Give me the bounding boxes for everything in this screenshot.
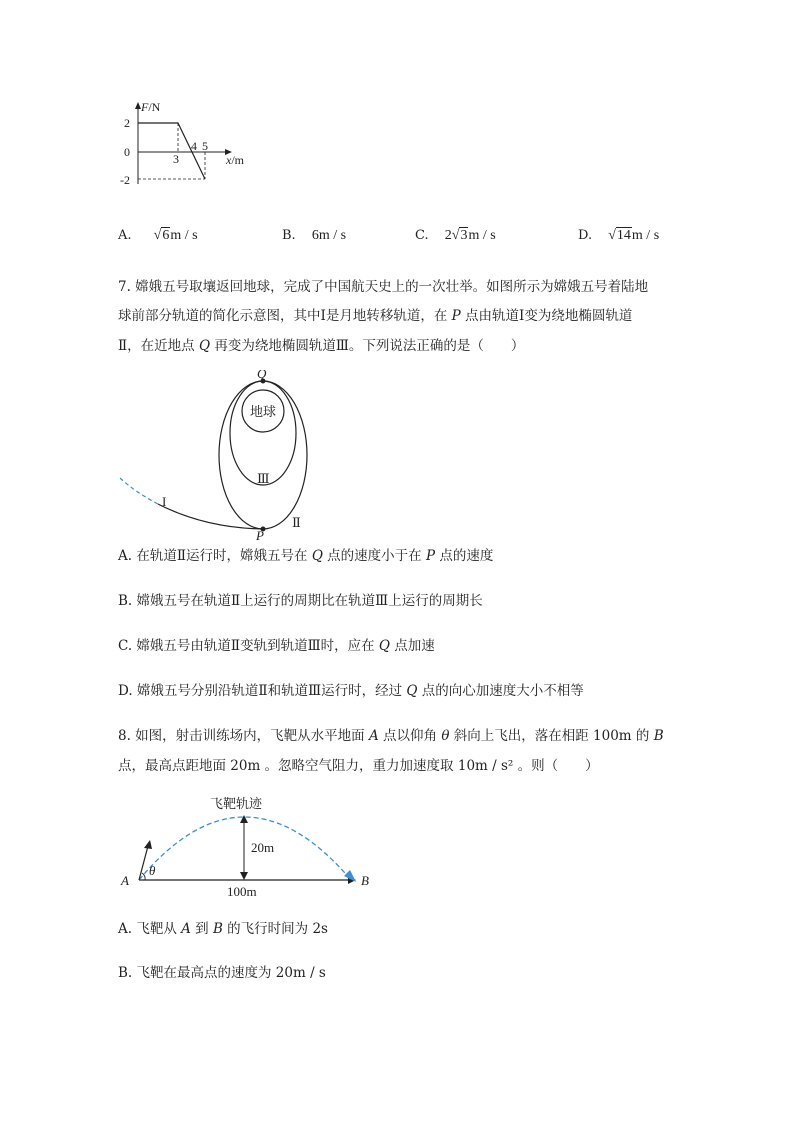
label-q: Q xyxy=(257,370,267,381)
x-axis-label: x/m xyxy=(226,153,244,167)
label-theta: θ xyxy=(149,863,156,878)
y-tick-neg2: -2 xyxy=(120,173,130,187)
q7-stem-line3: Ⅱ，在近地点 Q 再变为绕地椭圆轨道Ⅲ。下列说法正确的是（ ） xyxy=(118,338,525,354)
orbit-I-dashed xyxy=(120,478,158,504)
height-label: 20m xyxy=(251,840,275,855)
label-b: B xyxy=(361,873,369,888)
x-tick-5: 5 xyxy=(202,139,208,153)
distance-label: 100m xyxy=(227,884,257,899)
trajectory-title: 飞靶轨迹 xyxy=(210,796,263,811)
q8-stem-line1: 8. 如图，射击训练场内，飞靶从水平地面 A 点以仰角 θ 斜向上飞出，落在相距 100m 的 B xyxy=(118,728,664,744)
force-displacement-graph xyxy=(110,96,270,196)
y-tick-0: 0 xyxy=(124,145,130,159)
q7-option-a: A. 在轨道Ⅱ运行时，嫦娥五号在 Q 点的速度小于在 P 点的速度 xyxy=(118,548,494,564)
q7-stem-line2: 球前部分轨道的简化示意图，其中Ⅰ是月地转移轨道，在 P 点由轨道Ⅰ变为绕地椭圆轨道 xyxy=(118,308,633,324)
q6-option-d: D. √14m / s xyxy=(578,228,660,243)
q8-option-b: B. 飞靶在最高点的速度为 20m / s xyxy=(118,965,326,981)
launch-arrowhead xyxy=(144,840,152,849)
label-p: P xyxy=(256,528,264,542)
q8-stem-line2: 点，最高点距地面 20m 。忽略空气阻力，重力加速度取 10m / s² 。则（ ） xyxy=(118,758,599,774)
q8-option-a: A. 飞靶从 A 到 B 的飞行时间为 2s xyxy=(118,921,328,937)
q7-option-c: C. 嫦娥五号由轨道Ⅱ变轨到轨道Ⅲ时，应在 Q 点加速 xyxy=(118,638,435,654)
q7-option-b: B. 嫦娥五号在轨道Ⅱ上运行的周期比在轨道Ⅲ上运行的周期长 xyxy=(118,593,483,609)
q6-option-c: C. 2√3m / s xyxy=(415,228,496,243)
target-trajectory-diagram xyxy=(115,790,385,900)
orbit-diagram xyxy=(110,370,320,542)
orbit-I xyxy=(158,504,263,529)
x-tick-3: 3 xyxy=(173,152,179,166)
q6-option-a: A. √6m / s xyxy=(118,228,198,243)
q6-option-b: B. 6m / s xyxy=(282,228,347,243)
label-orbit-II: Ⅱ xyxy=(292,515,301,530)
label-a: A xyxy=(121,873,129,888)
x-tick-4: 4 xyxy=(191,139,197,153)
q7-option-d: D. 嫦娥五号分别沿轨道Ⅱ和轨道Ⅲ运行时，经过 Q 点的向心加速度大小不相等 xyxy=(118,683,584,699)
y-tick-2: 2 xyxy=(124,116,130,130)
label-orbit-III: Ⅲ xyxy=(257,471,270,486)
y-axis-label: F/N xyxy=(141,100,161,114)
label-orbit-I: I xyxy=(162,494,167,509)
trajectory-curve xyxy=(139,817,351,880)
q7-stem-line1: 7. 嫦娥五号取壤返回地球，完成了中国航天史上的一次壮举。如图所示为嫦娥五号着陆地 xyxy=(118,279,649,295)
earth-label: 地球 xyxy=(249,404,277,419)
